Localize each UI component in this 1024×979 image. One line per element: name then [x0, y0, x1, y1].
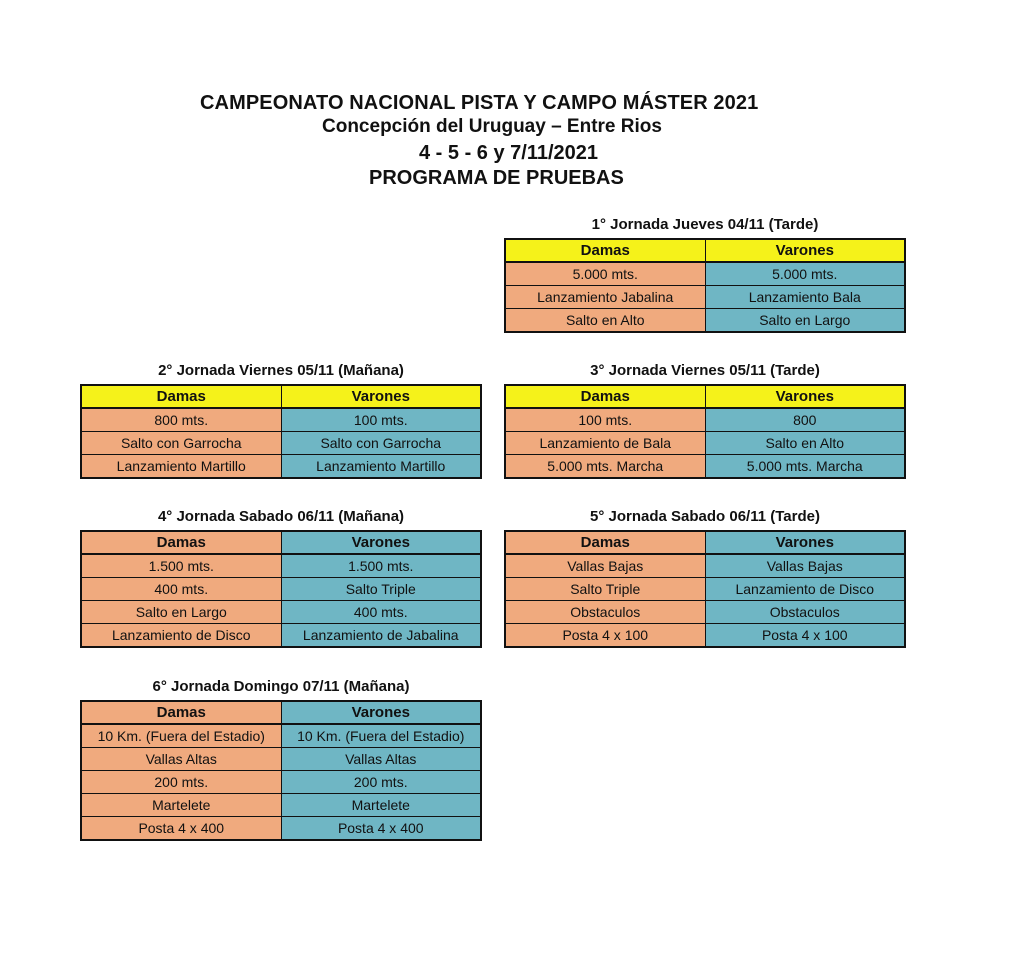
- varones-event: Vallas Bajas: [705, 554, 905, 578]
- table-row: [505, 601, 905, 624]
- schedule-table: [80, 700, 482, 841]
- varones-event: Lanzamiento de Jabalina: [281, 624, 481, 648]
- schedule-table: [504, 530, 906, 648]
- column-header-damas: Damas: [505, 385, 705, 408]
- varones-event: 400 mts.: [281, 601, 481, 624]
- event-dates: 4 - 5 - 6 y 7/11/2021: [419, 142, 599, 164]
- varones-event: 800: [705, 408, 905, 432]
- varones-event: Salto en Largo: [705, 309, 905, 333]
- jornada-3-block: [504, 362, 906, 479]
- varones-event: Salto con Garrocha: [281, 432, 481, 455]
- schedule-table: [80, 384, 482, 479]
- jornada-2-block: [80, 362, 482, 479]
- table-row: [81, 771, 481, 794]
- damas-event: Martelete: [81, 794, 281, 817]
- damas-event: Obstaculos: [505, 601, 705, 624]
- damas-event: 5.000 mts. Marcha: [505, 455, 705, 479]
- table-row: [505, 578, 905, 601]
- jornada-title: 6° Jornada Domingo 07/11 (Mañana): [152, 678, 410, 695]
- jornada-6-block: [80, 678, 482, 841]
- jornada-title: 1° Jornada Jueves 04/11 (Tarde): [591, 216, 819, 233]
- table-row: [81, 578, 481, 601]
- table-row: [505, 286, 905, 309]
- damas-event: 5.000 mts.: [505, 262, 705, 286]
- table-row: [81, 408, 481, 432]
- varones-event: Posta 4 x 100: [705, 624, 905, 648]
- damas-event: 200 mts.: [81, 771, 281, 794]
- varones-event: Vallas Altas: [281, 748, 481, 771]
- varones-event: Lanzamiento de Disco: [705, 578, 905, 601]
- table-row: [81, 554, 481, 578]
- table-row: [81, 455, 481, 479]
- damas-event: Vallas Bajas: [505, 554, 705, 578]
- damas-event: Salto en Largo: [81, 601, 281, 624]
- varones-event: Salto en Alto: [705, 432, 905, 455]
- column-header-damas: Damas: [81, 385, 281, 408]
- table-row: [81, 748, 481, 771]
- varones-event: 100 mts.: [281, 408, 481, 432]
- table-row: [505, 432, 905, 455]
- jornada-5-block: [504, 508, 906, 648]
- championship-title: CAMPEONATO NACIONAL PISTA Y CAMPO MÁSTER 2021: [200, 92, 759, 114]
- damas-event: Lanzamiento de Disco: [81, 624, 281, 648]
- jornada-title: 5° Jornada Sabado 06/11 (Tarde): [590, 508, 820, 525]
- damas-event: Posta 4 x 400: [81, 817, 281, 841]
- table-row: [81, 817, 481, 841]
- damas-event: Lanzamiento de Bala: [505, 432, 705, 455]
- damas-event: Lanzamiento Jabalina: [505, 286, 705, 309]
- column-header-damas: Damas: [81, 701, 281, 724]
- table-row: [505, 554, 905, 578]
- varones-event: 1.500 mts.: [281, 554, 481, 578]
- table-row: [505, 624, 905, 648]
- column-header-damas: Damas: [505, 239, 705, 262]
- varones-event: Martelete: [281, 794, 481, 817]
- schedule-table: [80, 530, 482, 648]
- damas-event: Posta 4 x 100: [505, 624, 705, 648]
- column-header-varones: Varones: [281, 701, 481, 724]
- schedule-table: [504, 384, 906, 479]
- jornada-title: 3° Jornada Viernes 05/11 (Tarde): [590, 362, 820, 379]
- schedule-table: [504, 238, 906, 333]
- column-header-varones: Varones: [281, 385, 481, 408]
- varones-event: 200 mts.: [281, 771, 481, 794]
- damas-event: Salto Triple: [505, 578, 705, 601]
- table-row: [505, 408, 905, 432]
- damas-event: 10 Km. (Fuera del Estadio): [81, 724, 281, 748]
- jornada-4-block: [80, 508, 482, 648]
- table-row: [81, 624, 481, 648]
- table-row: [505, 455, 905, 479]
- damas-event: 400 mts.: [81, 578, 281, 601]
- varones-event: 5.000 mts. Marcha: [705, 455, 905, 479]
- damas-event: Vallas Altas: [81, 748, 281, 771]
- varones-event: 10 Km. (Fuera del Estadio): [281, 724, 481, 748]
- damas-event: Lanzamiento Martillo: [81, 455, 281, 479]
- jornada-1-block: [504, 216, 906, 333]
- table-row: [81, 724, 481, 748]
- varones-event: Obstaculos: [705, 601, 905, 624]
- column-header-damas: Damas: [81, 531, 281, 554]
- damas-event: 1.500 mts.: [81, 554, 281, 578]
- column-header-varones: Varones: [705, 531, 905, 554]
- damas-event: Salto en Alto: [505, 309, 705, 333]
- damas-event: Salto con Garrocha: [81, 432, 281, 455]
- jornada-title: 2° Jornada Viernes 05/11 (Mañana): [158, 362, 404, 379]
- column-header-varones: Varones: [705, 385, 905, 408]
- table-row: [81, 601, 481, 624]
- column-header-damas: Damas: [505, 531, 705, 554]
- damas-event: 100 mts.: [505, 408, 705, 432]
- table-row: [81, 432, 481, 455]
- damas-event: 800 mts.: [81, 408, 281, 432]
- table-row: [81, 794, 481, 817]
- varones-event: Salto Triple: [281, 578, 481, 601]
- varones-event: Lanzamiento Martillo: [281, 455, 481, 479]
- table-row: [505, 262, 905, 286]
- location-subtitle: Concepción del Uruguay – Entre Rios: [322, 116, 662, 137]
- varones-event: Posta 4 x 400: [281, 817, 481, 841]
- column-header-varones: Varones: [705, 239, 905, 262]
- column-header-varones: Varones: [281, 531, 481, 554]
- varones-event: 5.000 mts.: [705, 262, 905, 286]
- table-row: [505, 309, 905, 333]
- jornada-title: 4° Jornada Sabado 06/11 (Mañana): [157, 508, 405, 525]
- program-heading: PROGRAMA DE PRUEBAS: [369, 167, 624, 189]
- varones-event: Lanzamiento Bala: [705, 286, 905, 309]
